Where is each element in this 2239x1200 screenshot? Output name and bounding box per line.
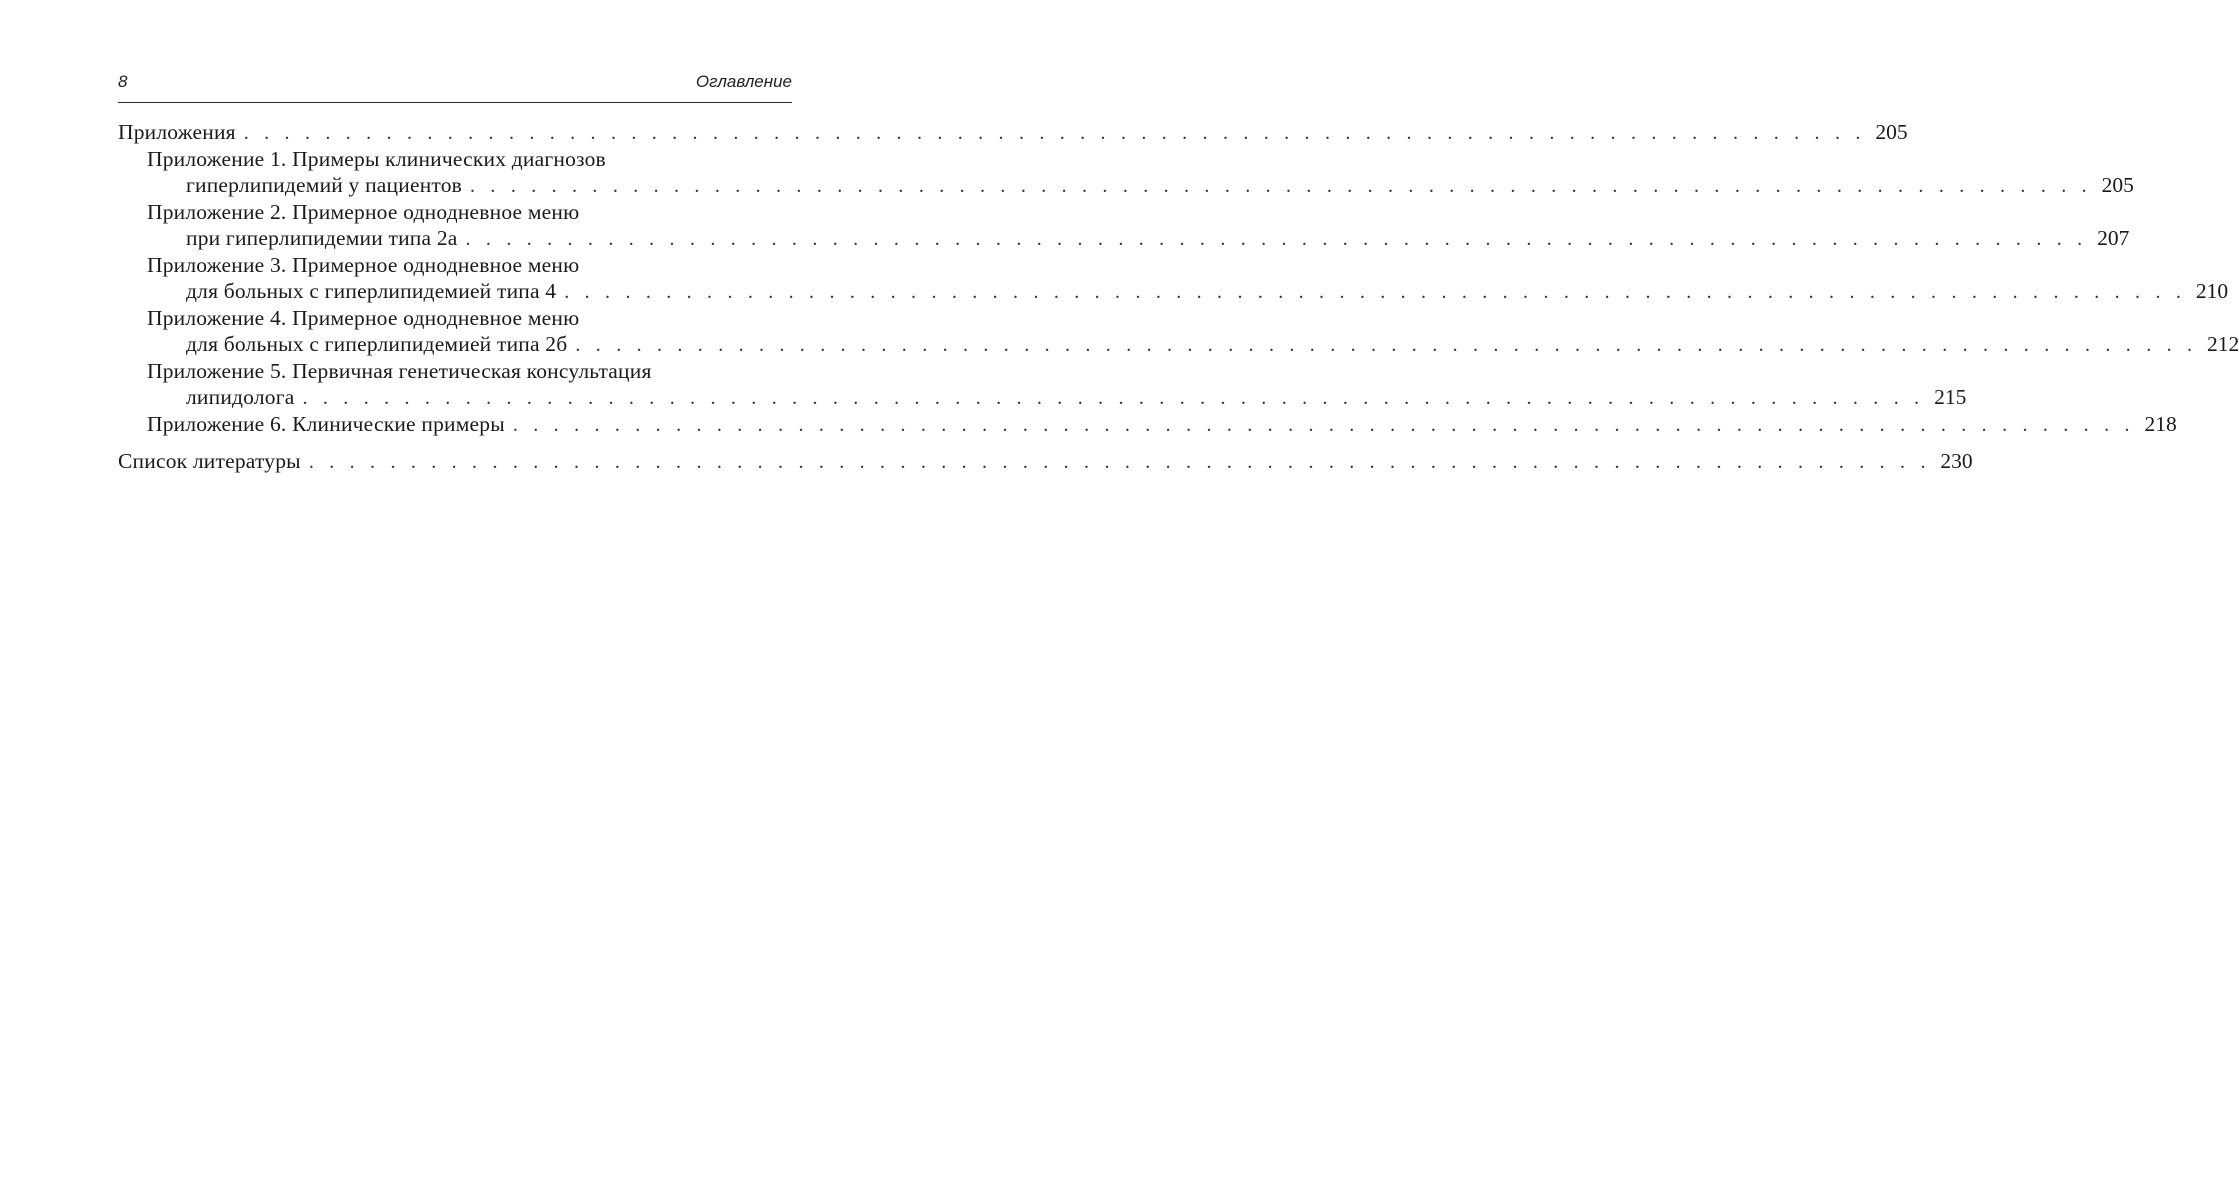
dot-leader: . . . . . . . . . . . . . . . . . . . . . . . . . . . . . . . . . . . . . . . . . . . . . . . . . . . . . . . . . . . . . . . . . . . . . . . . . . . . . . . .	[308, 451, 1931, 473]
toc-entry-appendix-2[interactable]	[118, 199, 2130, 252]
toc-entry-appendix-1[interactable]	[118, 146, 2134, 199]
dot-leader: . . . . . . . . . . . . . . . . . . . . . . . . . . . . . . . . . . . . . . . . . . . . . . . . . . . . . . . . . . . . . . . . . . . . . . . . . . . . . . . .	[470, 175, 2092, 197]
dot-leader: . . . . . . . . . . . . . . . . . . . . . . . . . . . . . . . . . . . . . . . . . . . . . . . . . . . . . . . . . . . . . . . . . . . . . . . . . . . . . . . .	[465, 228, 2088, 250]
running-head-title: Оглавление	[695, 72, 792, 91]
book-page	[118, 66, 2239, 475]
toc-entry-appendix-5[interactable]	[118, 358, 1967, 411]
dot-leader: . . . . . . . . . . . . . . . . . . . . . . . . . . . . . . . . . . . . . . . . . . . . . . . . . . . . . . . . . . . . . . . . . . . . . . . . . . . . . . . .	[243, 122, 1866, 144]
toc-entry-title-continuation: для больных с гиперлипидемией типа 2б	[186, 332, 568, 356]
toc-page-number: 205	[2101, 173, 2134, 197]
dot-leader: . . . . . . . . . . . . . . . . . . . . . . . . . . . . . . . . . . . . . . . . . . . . . . . . . . . . . . . . . . . . . . . . . . . . . . . . . . . . . . . .	[575, 334, 2198, 356]
table-of-contents	[118, 119, 2239, 475]
toc-entry-title: Приложение 4. Примерное однодневное меню	[147, 306, 580, 330]
toc-entry-title: Приложения	[118, 120, 236, 144]
dot-leader: . . . . . . . . . . . . . . . . . . . . . . . . . . . . . . . . . . . . . . . . . . . . . . . . . . . . . . . . . . . . . . . . . . . . . . . . . . . . . . . .	[564, 281, 2187, 303]
toc-entry-appendix-6[interactable]	[118, 411, 2177, 438]
toc-entry-title: Список литературы	[118, 449, 301, 473]
toc-entry-title-continuation: гиперлипидемий у пациентов	[186, 173, 463, 197]
toc-page-number: 218	[2144, 412, 2177, 436]
toc-entry-title: Приложение 2. Примерное однодневное меню	[147, 200, 580, 224]
toc-entry-references[interactable]	[118, 448, 1973, 475]
toc-page-number: 205	[1875, 120, 1908, 144]
toc-entry-appendices[interactable]	[118, 119, 1908, 146]
toc-entry-title-continuation: липидолога	[186, 385, 295, 409]
toc-entry-title: Приложение 3. Примерное однодневное меню	[147, 253, 580, 277]
toc-page-number: 207	[2097, 226, 2130, 250]
dot-leader: . . . . . . . . . . . . . . . . . . . . . . . . . . . . . . . . . . . . . . . . . . . . . . . . . . . . . . . . . . . . . . . . . . . . . . . . . . . . . . . .	[302, 387, 1925, 409]
toc-page-number: 215	[1934, 385, 1967, 409]
toc-page-number: 210	[2195, 279, 2229, 303]
page-number: 8	[118, 72, 128, 91]
dot-leader: . . . . . . . . . . . . . . . . . . . . . . . . . . . . . . . . . . . . . . . . . . . . . . . . . . . . . . . . . . . . . . . . . . . . . . . . . . . . . . . .	[512, 414, 2135, 436]
toc-entry-title-continuation: при гиперлипидемии типа 2а	[186, 226, 458, 250]
toc-entry-appendix-4[interactable]	[118, 305, 2239, 358]
toc-page-number: 230	[1940, 449, 1973, 473]
running-head	[118, 66, 792, 103]
toc-entry-title: Приложение 1. Примеры клинических диагнозов	[147, 147, 606, 171]
toc-entry-title: Приложение 6. Клинические примеры	[147, 412, 505, 436]
toc-entry-appendix-3[interactable]	[118, 252, 2229, 305]
toc-entry-title-continuation: для больных с гиперлипидемией типа 4	[186, 279, 557, 303]
toc-entry-title: Приложение 5. Первичная генетическая консультация	[147, 359, 652, 383]
toc-page-number: 212	[2206, 332, 2239, 356]
